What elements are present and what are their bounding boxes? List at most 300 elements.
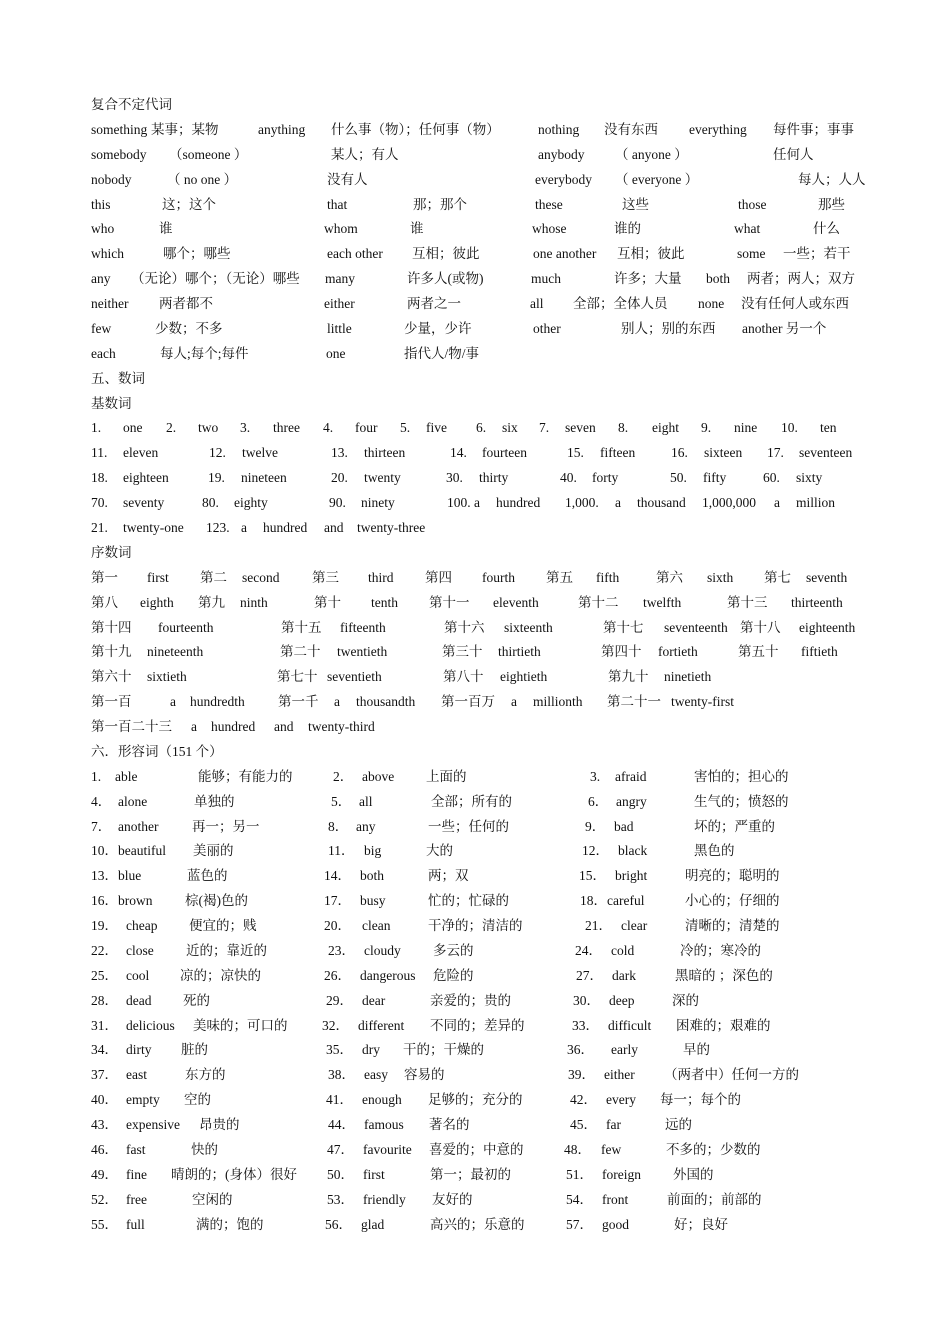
text-cell: nineteenth <box>147 644 204 660</box>
text-cell: 第十五 <box>281 619 322 635</box>
text-cell: 满的；饱的 <box>196 1216 264 1232</box>
text-cell: 33． <box>572 1017 599 1033</box>
text-cell: ten <box>820 420 837 436</box>
text-cell: 别人；别的东西 <box>621 320 716 336</box>
text-cell: 著名的 <box>429 1117 470 1133</box>
text-cell: 一些；若干 <box>783 246 851 262</box>
text-cell: front <box>602 1191 629 1207</box>
text-cell: everything <box>689 121 747 137</box>
text-cell: any <box>91 271 111 287</box>
text-cell: angry <box>616 793 647 809</box>
text-cell: 5． <box>331 793 352 809</box>
text-cell: 18. <box>91 470 108 486</box>
text-cell: each other <box>327 246 383 262</box>
text-cell: full <box>126 1216 145 1232</box>
text-cell: 47． <box>327 1142 354 1157</box>
text-cell: other <box>533 320 561 336</box>
text-cell: 没有东西 <box>604 121 658 137</box>
text-cell: 第十 <box>314 594 341 610</box>
text-cell: 23． <box>328 942 355 958</box>
text-cell: a <box>191 719 197 734</box>
text-cell: 第一千 <box>278 694 319 710</box>
text-cell: 第一；最初的 <box>430 1166 511 1182</box>
text-cell: sixty <box>796 470 823 486</box>
text-cell: 足够的；充分的 <box>428 1092 523 1108</box>
text-cell: eighteenth <box>799 619 856 635</box>
text-cell: 再一；另一 <box>192 818 260 834</box>
text-cell: 17. <box>767 445 784 461</box>
text-cell: 30． <box>573 992 600 1008</box>
text-cell: twenty-first <box>671 694 734 710</box>
text-cell: whose <box>532 221 567 237</box>
text-cell: 1. <box>91 768 102 784</box>
text-cell: eight <box>652 420 679 436</box>
text-cell: thirteen <box>364 445 406 461</box>
text-cell: bad <box>614 818 634 834</box>
text-cell: 6. <box>476 420 487 436</box>
text-cell: twenty-third <box>308 719 375 734</box>
text-cell: 干净的；清洁的 <box>428 918 523 933</box>
text-cell: 某事；某物 <box>151 121 219 137</box>
text-cell: 17． <box>324 893 351 909</box>
text-cell: any <box>356 818 376 834</box>
text-cell: twelfth <box>643 594 682 610</box>
text-cell: 生气的；愤怒的 <box>694 793 789 809</box>
text-cell: this <box>91 196 111 212</box>
text-cell: those <box>738 196 767 212</box>
text-cell: delicious <box>126 1017 175 1033</box>
text-cell: 20. <box>331 470 348 486</box>
text-cell: 谁 <box>159 221 173 237</box>
text-cell: 大的 <box>426 843 453 859</box>
text-cell: （无论）哪个；（无论）哪些 <box>131 271 300 287</box>
text-cell: dirty <box>126 1042 152 1058</box>
text-cell: a <box>511 694 517 710</box>
text-cell: 1. <box>91 420 102 436</box>
text-cell: clean <box>362 918 391 933</box>
text-cell: 东方的 <box>185 1067 226 1083</box>
text-cell: another <box>118 818 159 834</box>
text-cell: 54． <box>566 1191 593 1207</box>
text-cell: 27． <box>576 967 603 983</box>
text-cell: 上面的 <box>426 768 467 784</box>
text-cell: six <box>502 420 518 436</box>
text-cell: million <box>796 495 836 511</box>
text-cell: first <box>363 1166 385 1182</box>
text-cell: 2． <box>333 768 354 784</box>
text-cell: alone <box>118 793 148 809</box>
text-cell: a <box>241 520 247 535</box>
text-cell: many <box>325 271 355 287</box>
text-cell: 每一；每个的 <box>660 1092 741 1108</box>
text-cell: 两者；两人；双方 <box>747 271 855 287</box>
text-cell: 第十八 <box>740 619 781 635</box>
text-cell: dark <box>612 967 636 983</box>
text-cell: 37． <box>91 1067 118 1083</box>
text-cell: 第三 <box>312 569 339 585</box>
text-cell: 清晰的；清楚的 <box>685 918 780 933</box>
text-cell: 第十二 <box>578 594 619 610</box>
text-cell: none <box>698 296 725 311</box>
text-cell: seventeen <box>799 445 853 461</box>
text-cell: cool <box>126 967 150 983</box>
text-cell: what <box>734 221 761 237</box>
text-cell: 那些 <box>818 196 845 212</box>
text-cell: 21. <box>91 520 108 535</box>
text-cell: 什么 <box>813 221 840 237</box>
text-cell: 一些；任何的 <box>428 818 509 834</box>
text-cell: 五、数词 <box>91 370 145 386</box>
text-cell: friendly <box>363 1191 406 1207</box>
text-cell: anything <box>258 121 306 137</box>
text-cell: 第二十 <box>280 644 321 660</box>
text-cell: 3. <box>590 768 601 784</box>
text-cell: 第十六 <box>444 619 485 635</box>
text-cell: 美味的；可口的 <box>193 1017 288 1033</box>
text-cell: which <box>91 246 124 262</box>
text-cell: 9． <box>585 818 606 834</box>
text-cell: favourite <box>363 1142 412 1157</box>
text-cell: 10. <box>781 420 798 436</box>
text-cell: 11． <box>328 843 355 859</box>
text-cell: another 另一个 <box>742 320 827 336</box>
text-cell: 14. <box>450 445 467 461</box>
text-cell: 35． <box>326 1042 353 1058</box>
text-cell: 第六 <box>656 569 683 585</box>
text-cell: nothing <box>538 121 580 137</box>
text-cell: 没有人 <box>327 171 368 187</box>
text-cell: every <box>606 1092 636 1108</box>
text-cell: all <box>359 793 373 809</box>
text-cell: 指代人/物/事 <box>404 345 480 361</box>
text-cell: cheap <box>126 918 158 933</box>
text-cell: afraid <box>615 768 647 784</box>
text-cell: 这些 <box>622 196 649 212</box>
text-cell: seventieth <box>327 669 382 685</box>
text-cell: seventy <box>123 495 165 511</box>
text-cell: 两者之一 <box>407 296 461 311</box>
text-cell: 第一百万 <box>441 694 495 710</box>
text-cell: 15. <box>567 445 584 461</box>
text-cell: 12. <box>209 445 226 461</box>
text-cell: 谁的 <box>614 221 641 237</box>
text-cell: 第三十 <box>442 644 483 660</box>
text-cell: 20． <box>324 918 351 933</box>
text-cell: 每人;每个;每件 <box>160 345 249 361</box>
text-cell: （ no one ） <box>167 171 238 187</box>
text-cell: fifteen <box>600 445 636 461</box>
text-cell: sixth <box>707 569 734 585</box>
text-cell: either <box>324 296 355 311</box>
text-cell: 没有任何人或东西 <box>741 296 849 311</box>
text-cell: cold <box>611 942 635 958</box>
text-cell: ninth <box>240 594 268 610</box>
text-cell: 亲爱的；贵的 <box>430 992 511 1008</box>
text-cell: one <box>326 345 346 361</box>
text-cell: 第十九 <box>91 644 132 660</box>
text-cell: fortieth <box>658 644 698 660</box>
text-cell: 42． <box>570 1092 597 1108</box>
text-cell: 高兴的；乐意的 <box>430 1216 525 1232</box>
text-cell: 干的；干燥的 <box>403 1042 484 1058</box>
text-cell: 18．careful <box>580 893 645 909</box>
text-cell: 57． <box>566 1216 593 1232</box>
text-cell: nine <box>734 420 758 436</box>
text-cell: twelve <box>242 445 278 461</box>
text-cell: different <box>358 1017 405 1033</box>
text-cell: empty <box>126 1092 160 1108</box>
text-cell: 第十一 <box>429 594 470 610</box>
text-cell: 15． <box>579 868 606 884</box>
text-cell: 2. <box>166 420 177 436</box>
text-cell: 26． <box>324 967 351 983</box>
text-cell: 互相；彼此 <box>412 246 480 262</box>
text-cell: 40． <box>91 1092 118 1108</box>
text-cell: 45． <box>570 1117 597 1133</box>
text-cell: 90. <box>329 495 346 511</box>
text-cell: 50. <box>670 470 687 486</box>
text-cell: few <box>601 1142 622 1157</box>
text-cell: a <box>170 694 176 710</box>
text-cell: 7. <box>539 420 550 436</box>
text-cell: 脏的 <box>181 1042 208 1058</box>
text-cell: thirty <box>479 470 509 486</box>
text-cell: 黑色的 <box>694 843 735 859</box>
text-cell: 第六十 <box>91 669 132 685</box>
text-cell: something <box>91 121 148 137</box>
text-cell: somebody <box>91 146 147 162</box>
text-cell: 全部；全体人员 <box>573 296 668 311</box>
text-cell: 第四 <box>425 569 452 585</box>
text-cell: 70. <box>91 495 108 511</box>
text-cell: close <box>126 942 154 958</box>
text-cell: 41． <box>326 1092 353 1108</box>
text-cell: few <box>91 320 112 336</box>
text-cell: 13．blue <box>91 868 142 884</box>
text-cell: eleventh <box>493 594 539 610</box>
text-cell: 48． <box>564 1142 591 1157</box>
text-cell: 第九 <box>198 594 225 610</box>
text-cell: fast <box>126 1142 146 1157</box>
text-cell: seventeenth <box>664 619 728 635</box>
text-cell: 13. <box>331 445 348 461</box>
text-cell: seven <box>565 420 596 436</box>
text-cell: 9. <box>701 420 712 436</box>
text-cell: both <box>360 868 385 884</box>
text-cell: dear <box>362 992 386 1008</box>
text-cell: 冷的；寒冷的 <box>680 942 761 958</box>
text-cell: 8． <box>328 818 349 834</box>
text-cell: 死的 <box>183 992 210 1008</box>
text-cell: 38． <box>328 1067 355 1083</box>
text-cell: a <box>774 495 780 511</box>
text-cell: 这；这个 <box>162 196 216 212</box>
text-cell: a <box>334 694 340 710</box>
text-cell: 50． <box>327 1166 354 1182</box>
text-cell: 凉的；凉快的 <box>180 967 261 983</box>
text-cell: glad <box>361 1216 385 1232</box>
text-cell: both <box>706 271 731 287</box>
text-cell: 单独的 <box>194 793 235 809</box>
text-cell: busy <box>360 893 386 909</box>
text-cell: 31． <box>91 1017 118 1033</box>
text-cell: that <box>327 196 348 212</box>
text-cell: fine <box>126 1166 147 1182</box>
text-cell: fourth <box>482 569 515 585</box>
text-cell: 60. <box>763 470 780 486</box>
text-cell: （两者中）任何一方的 <box>664 1067 799 1083</box>
text-cell: nineteen <box>241 470 287 486</box>
text-cell: 复合不定代词 <box>91 97 172 112</box>
text-cell: twenty-one <box>123 520 184 535</box>
text-cell: 第四十 <box>601 644 642 660</box>
text-cell: 少数；不多 <box>155 320 223 336</box>
text-cell: who <box>91 221 115 237</box>
text-cell: forty <box>592 470 619 486</box>
text-cell: one <box>123 420 143 436</box>
text-cell: early <box>611 1042 638 1058</box>
text-cell: easy <box>364 1067 388 1083</box>
text-cell: twentieth <box>337 644 388 660</box>
text-cell: 序数词 <box>91 544 132 560</box>
text-cell: 第七十 <box>277 669 318 685</box>
text-cell: expensive <box>126 1117 180 1133</box>
text-cell: bright <box>615 868 648 884</box>
text-cell: 28． <box>91 992 118 1008</box>
text-cell: 29． <box>326 992 353 1008</box>
text-cell: 34． <box>91 1042 118 1058</box>
text-cell: fourteenth <box>158 619 214 635</box>
text-cell: one another <box>533 246 597 262</box>
text-cell: （ everyone ） <box>615 171 699 187</box>
text-cell: 53． <box>327 1191 354 1207</box>
text-cell: ninety <box>361 495 395 511</box>
text-cell: 美丽的 <box>193 843 234 859</box>
text-cell: 7． <box>91 818 112 834</box>
text-cell: ninetieth <box>664 669 712 685</box>
text-cell: fifteenth <box>340 619 386 635</box>
text-cell: 1,000,000 <box>702 495 756 511</box>
text-cell: eighty <box>234 495 268 511</box>
text-cell: 黑暗的 ；深色的 <box>675 967 773 983</box>
text-cell: 坏的；严重的 <box>694 818 775 834</box>
text-cell: （someone ） <box>169 146 248 162</box>
text-cell: 第五十 <box>738 644 779 660</box>
text-cell: eighth <box>140 594 174 610</box>
text-cell: twenty <box>364 470 401 486</box>
text-cell: 第五 <box>546 569 573 585</box>
text-cell: 49． <box>91 1166 118 1182</box>
text-cell: sixteen <box>704 445 743 461</box>
text-cell: clear <box>621 918 648 933</box>
text-cell: 谁 <box>410 221 424 237</box>
text-cell: 早的 <box>683 1042 710 1058</box>
text-cell: 危险的 <box>433 967 474 983</box>
text-cell: 两；双 <box>428 868 469 884</box>
text-cell: 39． <box>568 1067 595 1083</box>
text-cell: neither <box>91 296 129 311</box>
text-cell: 每件事；事事 <box>773 121 854 137</box>
text-cell: eighteen <box>123 470 169 486</box>
text-cell: 多云的 <box>433 942 474 958</box>
text-cell: 能够；有能力的 <box>198 768 293 784</box>
text-cell: all <box>530 296 544 311</box>
text-cell: 全部；所有的 <box>431 793 512 809</box>
text-cell: 24． <box>575 942 602 958</box>
text-cell: 19． <box>91 918 118 933</box>
text-cell: above <box>362 768 395 784</box>
text-cell: 忙的；忙碌的 <box>428 893 509 909</box>
text-cell: 两者都不 <box>159 296 213 311</box>
text-cell: 第十四 <box>91 619 132 635</box>
text-cell: hundred <box>496 495 541 511</box>
text-cell: thirteenth <box>791 594 843 610</box>
text-cell: four <box>355 420 378 436</box>
text-cell: three <box>273 420 300 436</box>
text-cell: 4. <box>323 420 334 436</box>
text-cell: able <box>115 768 138 784</box>
text-cell: sixtieth <box>147 669 187 685</box>
text-cell: five <box>426 420 447 436</box>
text-cell: 远的 <box>665 1117 692 1133</box>
text-cell: 好；良好 <box>674 1216 728 1232</box>
text-cell: 52． <box>91 1191 118 1207</box>
text-cell: 基数词 <box>91 395 132 411</box>
text-cell: 便宜的；贱 <box>189 918 257 933</box>
text-cell: nobody <box>91 171 132 187</box>
text-cell: thousand <box>637 495 686 511</box>
text-cell: 任何人 <box>773 146 814 162</box>
text-cell: and <box>274 719 294 734</box>
text-cell: 10．beautiful <box>91 843 166 859</box>
text-cell: 少量，少许 <box>404 320 472 336</box>
text-cell: 44． <box>328 1117 355 1133</box>
text-cell: 40. <box>560 470 577 486</box>
text-cell: 100. a <box>447 495 480 511</box>
text-cell: black <box>618 843 648 859</box>
text-cell: 30. <box>446 470 463 486</box>
text-cell: far <box>606 1117 621 1133</box>
text-cell: 哪个；哪些 <box>163 246 231 262</box>
text-cell: 3. <box>240 420 251 436</box>
text-cell: 第九十 <box>608 669 649 685</box>
text-cell: two <box>198 420 219 436</box>
text-cell: 空闲的 <box>192 1191 233 1207</box>
text-cell: fourteen <box>482 445 527 461</box>
text-cell: 第一 <box>91 569 118 585</box>
text-cell: 80. <box>202 495 219 511</box>
text-cell: 43． <box>91 1117 118 1133</box>
text-cell: 16．brown <box>91 893 153 909</box>
text-cell: 8. <box>618 420 629 436</box>
text-cell: famous <box>364 1117 404 1133</box>
text-cell: eightieth <box>500 669 548 685</box>
text-cell: 困难的；艰难的 <box>676 1017 771 1033</box>
text-cell: 空的 <box>184 1092 211 1108</box>
text-cell: and <box>324 520 344 535</box>
text-cell: 25． <box>91 967 118 983</box>
text-cell: 第一百 <box>91 694 132 710</box>
text-cell: everybody <box>535 171 592 187</box>
text-cell: fifty <box>703 470 727 486</box>
text-cell: tenth <box>371 594 398 610</box>
text-cell: 第二十一 <box>607 694 661 710</box>
text-cell: deep <box>609 992 635 1008</box>
text-cell: foreign <box>602 1166 641 1182</box>
text-cell: 许多；大量 <box>614 271 682 287</box>
text-cell: much <box>531 271 561 287</box>
text-cell: 第十三 <box>727 594 768 610</box>
